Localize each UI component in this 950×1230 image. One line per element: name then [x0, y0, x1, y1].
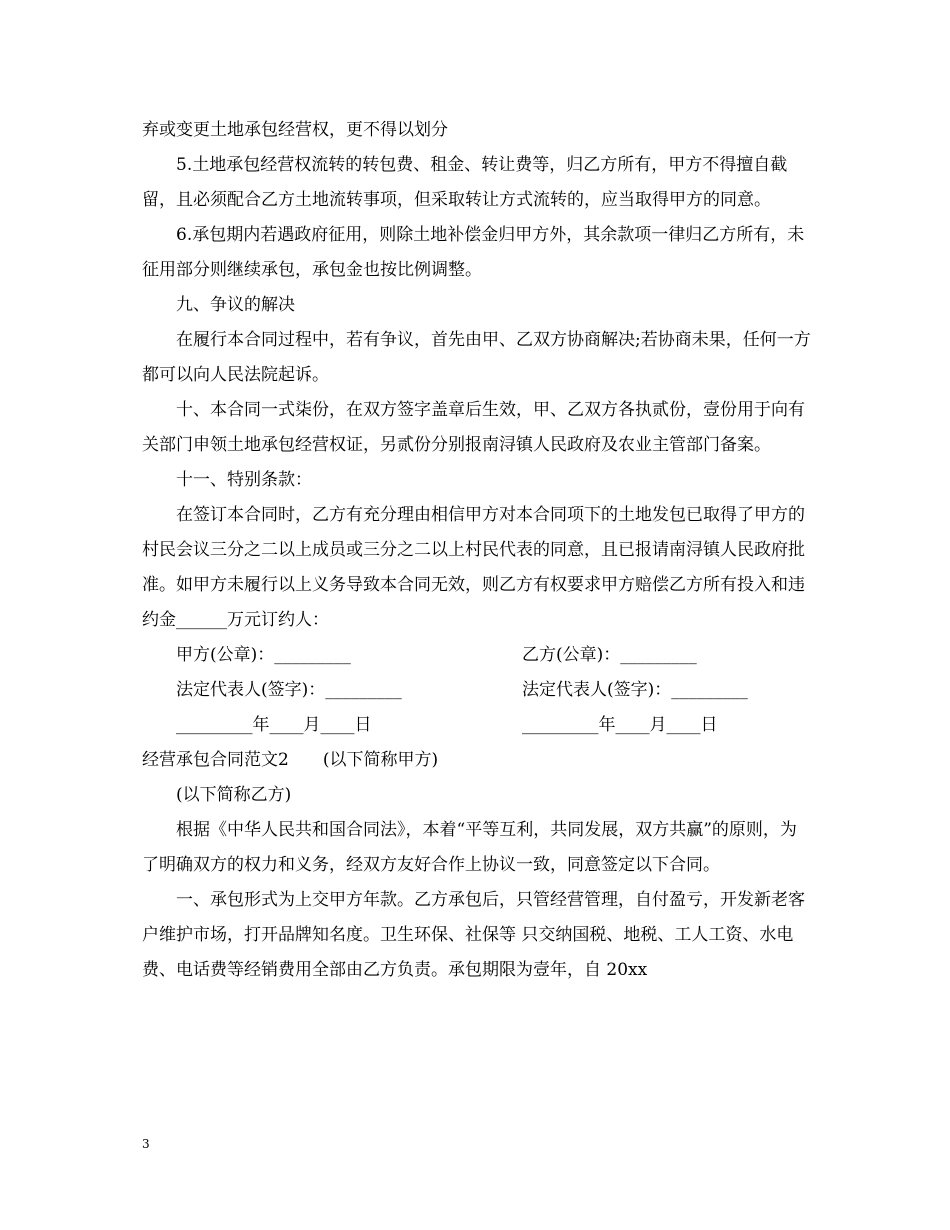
signature-row-seal — [142, 638, 812, 673]
contract-2-clause-1: 一、承包形式为上交甲方年款。乙方承包后，只管经营管理，自付盈亏，开发新老客户维护市场，打开品牌知名度。卫生环保、社保等 只交纳国税、地税、工人工资、水电费、电话费等经销费用全部由乙方负责。承包期限为壹年，自 20xx — [142, 890, 805, 980]
party-a-representative: 法定代表人(签字)：_________ — [176, 680, 402, 700]
party-b-seal: 乙方(公章)：_________ — [522, 645, 697, 665]
paragraph-special-terms: 在签订本合同时，乙方有充分理由相信甲方对本合同项下的土地发包已取得了甲方的村民会议三分之二以上成员或三分之二以上村民代表的同意，且已报请南浔镇人民政府批准。如甲方未履行以上义务导致本合同无效，则乙方有权要求甲方赔偿乙方所有投入和违约金______万元订约人： — [142, 505, 805, 630]
page-number: 3 — [142, 1137, 150, 1151]
paragraph-copies: 十、本合同一式柒份，在双方签字盖章后生效，甲、乙双方各执贰份，壹份用于向有关部门申领土地承包经营权证，另贰份分别报南浔镇人民政府及农业主管部门备案。 — [142, 400, 805, 455]
paragraph-dispute: 在履行本合同过程中，若有争议，首先由甲、乙双方协商解决;若协商未果，任何一方都可以向人民法院起诉。 — [142, 330, 811, 385]
contract-2-title: 经营承包合同范文2 (以下简称甲方) — [142, 750, 439, 770]
paragraph-continuation: 弃或变更土地承包经营权，更不得以划分 — [142, 120, 448, 140]
paragraph-clause-5: 5.土地承包经营权流转的转包费、租金、转让费等，归乙方所有，甲方不得擅自截留，且必须配合乙方土地流转事项，但采取转让方式流转的，应当取得甲方的同意。 — [142, 155, 788, 210]
party-b-representative: 法定代表人(签字)：_________ — [522, 680, 748, 700]
party-a-seal: 甲方(公章)：_________ — [176, 645, 351, 665]
contract-2-party-b: (以下简称乙方) — [176, 785, 292, 805]
signature-row-date — [142, 708, 812, 743]
contract-2-preamble: 根据《中华人民共和国合同法》，本着“平等互利，共同发展，双方共赢”的原则，为了明确双方的权力和义务，经双方友好合作上协议一致，同意签定以下合同。 — [142, 820, 797, 875]
signature-row-rep — [142, 673, 812, 708]
section-heading-special: 十一、特别条款： — [176, 470, 312, 490]
party-b-date: _________年____月____日 — [522, 715, 718, 735]
section-heading-dispute: 九、争议的解决 — [176, 295, 295, 315]
paragraph-clause-6: 6.承包期内若遇政府征用，则除土地补偿金归甲方外，其余款项一律归乙方所有，未征用部分则继续承包，承包金也按比例调整。 — [142, 225, 805, 280]
party-a-date: _________年____月____日 — [176, 715, 372, 735]
document-body — [142, 113, 812, 988]
